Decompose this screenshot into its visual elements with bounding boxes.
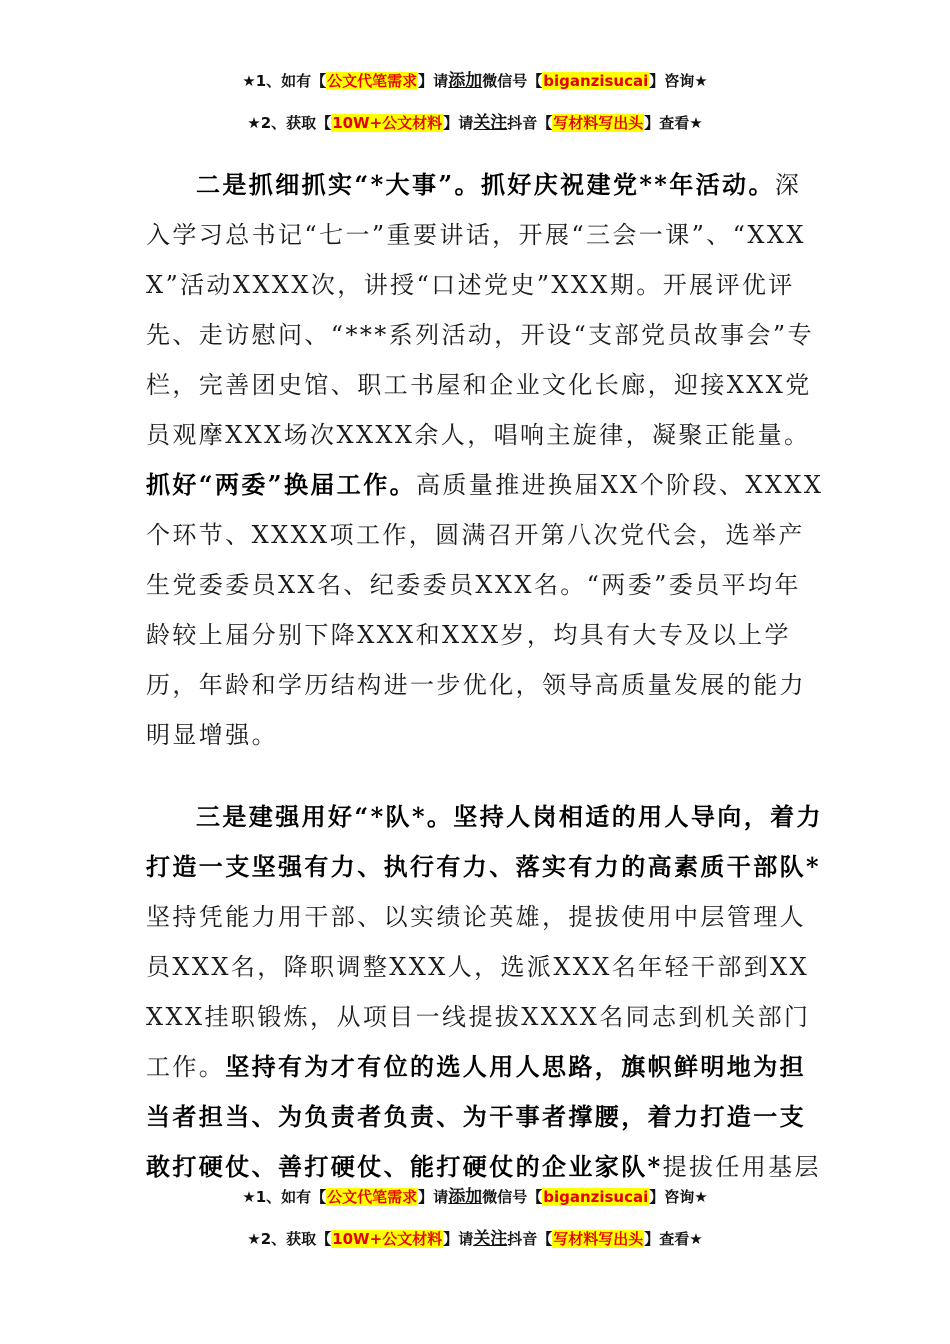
banner-text: 】请: [443, 114, 474, 132]
paragraph-bold-subheading: 坚持有为才有位的选人用人思路，旗帜鲜明地为担当者担当、为负责者负责、为干事者撑腰，着力打造一支敢打硬仗、善打硬仗、能打硬仗的企业家队*: [146, 1052, 807, 1181]
banner-highlight-wechat-id: biganzisucai: [543, 1188, 649, 1206]
banner-text: 】请: [418, 72, 449, 90]
banner-suffix: 】咨询★: [649, 72, 708, 90]
banner-text: 微信号【: [482, 1188, 543, 1206]
top-banner-line-1: [0, 70, 950, 92]
paragraph-text: 坚持凭能力用干部、以实绩论英雄，提拔使用中层管理人员XXX名，降职调整XXX人，选派XXX名年轻干部到XXXXX挂职锻炼，从项目一线提拔XXXX名同志到机关部门工作。: [146, 903, 811, 1081]
paragraph-text: 深入学习总书记“七一”重要讲话，开展“三会一课”、“XXXX”活动XXXX次，讲授“口述党史”XXX期。开展评优评先、走访慰问、“***系列活动，开设“支部党员故事会”专栏，完善团史馆、职工书屋和企业文化长廊，迎接XXX党员观摩XXX场次XXXX余人，唱响主旋律，凝聚正能量。: [146, 171, 815, 449]
banner-prefix: ★1、如有【: [242, 72, 327, 90]
banner-highlight-service: 公文代笔需求: [327, 72, 418, 90]
document-body: [146, 160, 826, 1192]
banner-highlight-materials: 10W+公文材料: [332, 1230, 443, 1248]
banner-prefix: ★2、获取【: [247, 114, 332, 132]
banner-underlined-action: 添加: [448, 1187, 483, 1207]
paragraph-text: 高质量推进换届XX个阶段、XXXX个环节、XXXX项工作，圆满召开第八次党代会，选举产生党委委员XX名、纪委委员XXX名。“两委”委员平均年龄较上届分别下降XXX和XXX岁，均具有大专及以上学历，年龄和学历结构进一步优化，领导高质量发展的能力明显增强。: [146, 471, 824, 749]
paragraph-bold-subheading: 抓好“两委”换届工作。: [146, 470, 417, 499]
paragraph-bold-heading: 二是抓细抓实“*大事”。抓好庆祝建党**年活动。: [196, 170, 775, 199]
bottom-banner-line-1: [0, 1186, 950, 1208]
banner-suffix: 】查看★: [644, 1230, 703, 1248]
banner-text: 】请: [418, 1188, 449, 1206]
paragraph-2: [146, 160, 826, 760]
banner-text: 微信号【: [482, 72, 543, 90]
banner-text: 抖音【: [507, 114, 553, 132]
banner-prefix: ★2、获取【: [247, 1230, 332, 1248]
paragraph-3: [146, 792, 826, 1192]
banner-prefix: ★1、如有【: [242, 1188, 327, 1206]
banner-highlight-service: 公文代笔需求: [327, 1188, 418, 1206]
banner-highlight-materials: 10W+公文材料: [332, 114, 443, 132]
top-banner-line-2: [0, 112, 950, 134]
banner-highlight-wechat-id: biganzisucai: [543, 72, 649, 90]
banner-underlined-action: 关注: [473, 1229, 508, 1249]
paragraph-bold-heading: 三是建强用好“*队*。坚持人岗相适的用人导向，着力打造一支坚强有力、执行有力、落实有力的高素质干部队*: [146, 802, 823, 881]
banner-highlight-douyin-id: 写材料写出头: [553, 114, 644, 132]
bottom-banner-line-2: [0, 1228, 950, 1250]
banner-underlined-action: 关注: [473, 113, 508, 133]
banner-text: 抖音【: [507, 1230, 553, 1248]
banner-text: 】请: [443, 1230, 474, 1248]
banner-suffix: 】咨询★: [649, 1188, 708, 1206]
banner-highlight-douyin-id: 写材料写出头: [553, 1230, 644, 1248]
paragraph-text: 提拔任用基层: [662, 1153, 821, 1181]
banner-suffix: 】查看★: [644, 114, 703, 132]
banner-underlined-action: 添加: [448, 71, 483, 91]
